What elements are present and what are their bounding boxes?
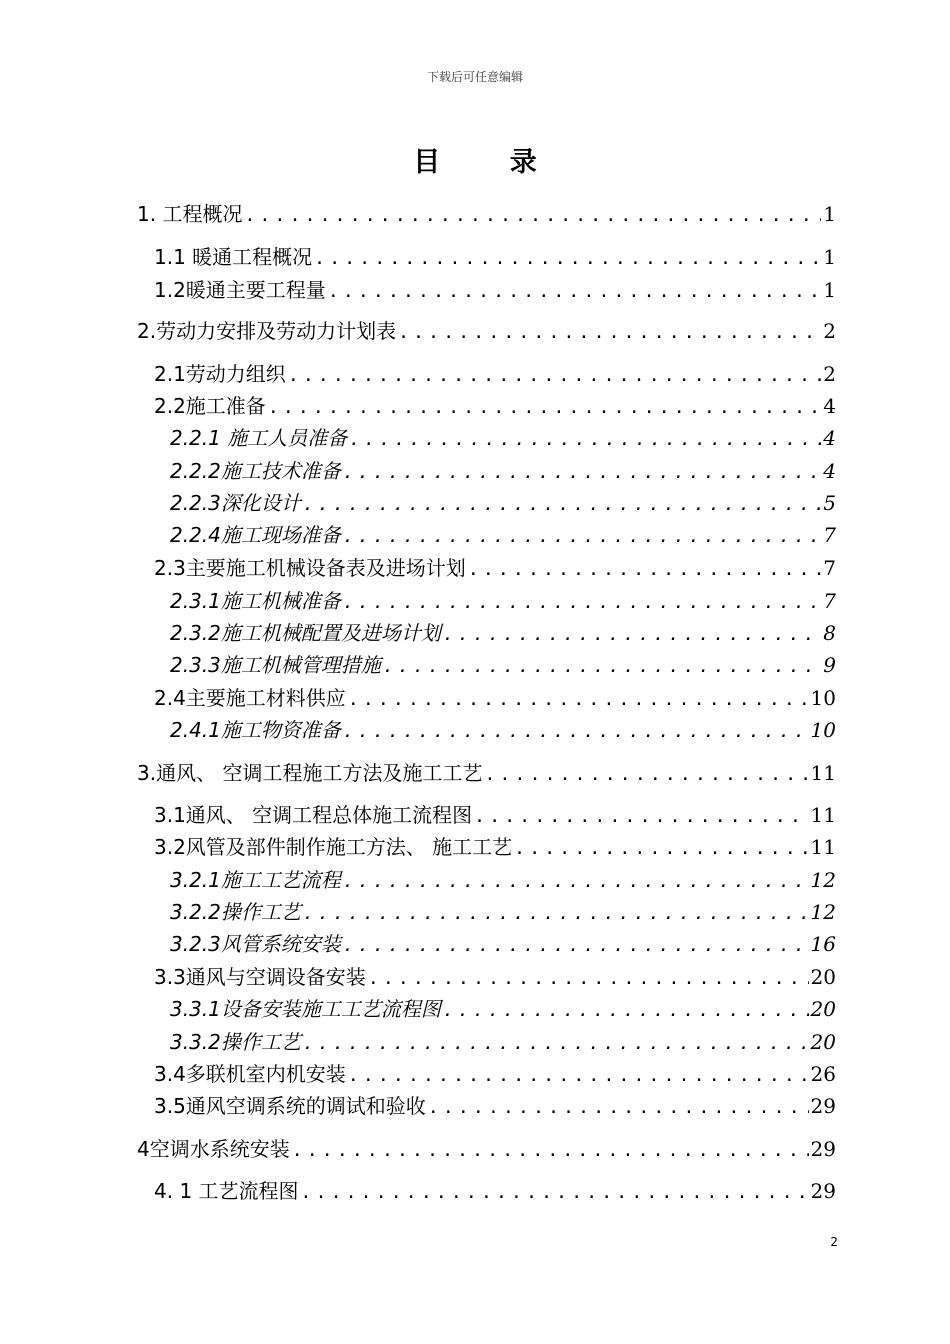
toc-entry[interactable] — [154, 1178, 836, 1204]
toc-leader — [288, 363, 821, 389]
toc-leader — [314, 246, 821, 272]
toc-entry-page: 7 — [823, 556, 836, 580]
toc-entry[interactable] — [170, 717, 836, 743]
toc-entry[interactable] — [170, 458, 836, 484]
toc-entry-label: 2.2.1 施工人员准备 — [170, 426, 348, 450]
toc-entry[interactable] — [137, 318, 836, 344]
toc-entry[interactable] — [170, 652, 836, 678]
toc-leader — [443, 622, 821, 648]
toc-entry-label: 2.2.2施工技术准备 — [170, 459, 341, 483]
toc-leader — [343, 869, 809, 895]
toc-entry-label: 4. 1 工艺流程图 — [154, 1179, 299, 1203]
toc-entry-label: 2.4主要施工材料供应 — [154, 686, 346, 710]
toc-leader — [292, 1138, 809, 1164]
toc-entry-page: 1 — [823, 278, 836, 302]
toc-leader — [474, 804, 808, 830]
toc-leader — [514, 836, 808, 862]
toc-leader — [484, 762, 808, 788]
toc-entry-page: 7 — [823, 523, 836, 547]
toc-entry-label: 3.2风管及部件制作施工方法、 施工工艺 — [154, 835, 513, 859]
toc-entry-page: 16 — [810, 932, 836, 956]
toc-entry-label: 3.2.3风管系统安装 — [170, 932, 341, 956]
toc-entry-page: 1 — [823, 245, 836, 269]
toc-entry-page: 12 — [810, 900, 836, 924]
toc-entry-page: 20 — [810, 965, 836, 989]
toc-entry[interactable] — [170, 931, 836, 957]
toc-leader — [468, 557, 821, 583]
toc-entry-page: 20 — [810, 1030, 836, 1054]
toc-leader — [303, 1031, 809, 1057]
toc-entry[interactable] — [170, 425, 836, 451]
toc-entry[interactable] — [154, 685, 836, 711]
toc-entry-label: 2.3.3施工机械管理措施 — [170, 653, 381, 677]
toc-entry-label: 3.1通风、 空调工程总体施工流程图 — [154, 803, 473, 827]
toc-entry-label: 2.2.4施工现场准备 — [170, 523, 341, 547]
toc-leader — [301, 1180, 809, 1206]
toc-entry[interactable] — [170, 996, 836, 1022]
toc-entry-label: 2.2施工准备 — [154, 394, 266, 418]
toc-leader — [244, 203, 821, 229]
toc-entry-page: 29 — [810, 1094, 836, 1118]
toc-entry-label: 3.5通风空调系统的调试和验收 — [154, 1094, 426, 1118]
toc-entry[interactable] — [170, 522, 836, 548]
toc-leader — [383, 654, 821, 680]
toc-entry[interactable] — [154, 802, 836, 828]
toc-leader — [303, 492, 821, 518]
toc-entry-page: 1 — [823, 202, 836, 226]
toc-entry-page: 4 — [823, 459, 836, 483]
toc-entry[interactable] — [170, 620, 836, 646]
toc-leader — [268, 395, 821, 421]
toc-leader — [343, 460, 821, 486]
toc-entry[interactable] — [154, 244, 836, 270]
page-title: 目 录 — [413, 147, 567, 178]
toc-entry-page: 5 — [823, 491, 836, 515]
toc-entry-label: 3.2.2操作工艺 — [170, 900, 301, 924]
toc-entry-page: 4 — [823, 394, 836, 418]
toc-leader — [398, 320, 821, 346]
toc-entry[interactable] — [137, 1136, 836, 1162]
toc-entry-page: 29 — [810, 1179, 836, 1203]
toc-entry-label: 3.4多联机室内机安装 — [154, 1062, 346, 1086]
toc-entry[interactable] — [154, 393, 836, 419]
toc-leader — [368, 966, 809, 992]
toc-entry-page: 10 — [810, 686, 836, 710]
toc-entry-label: 3.2.1施工工艺流程 — [170, 868, 341, 892]
toc-leader — [428, 1095, 809, 1121]
toc-entry[interactable] — [154, 834, 836, 860]
toc-entry-page: 8 — [823, 621, 836, 645]
toc-entry-page: 2 — [823, 362, 836, 386]
toc-leader — [348, 1063, 809, 1089]
toc-leader — [303, 901, 809, 927]
toc-entry-label: 2.4.1施工物资准备 — [170, 718, 341, 742]
toc-entry[interactable] — [154, 1093, 836, 1119]
toc-leader — [348, 687, 809, 713]
toc-entry[interactable] — [154, 555, 836, 581]
toc-entry-page: 29 — [810, 1137, 836, 1161]
toc-leader — [349, 427, 821, 453]
toc-entry[interactable] — [170, 867, 836, 893]
toc-entry-label: 2.1劳动力组织 — [154, 362, 286, 386]
toc-entry-label: 2.2.3深化设计 — [170, 491, 301, 515]
toc-entry-page: 4 — [823, 426, 836, 450]
toc-entry-page: 11 — [810, 761, 836, 785]
toc-entry[interactable] — [137, 201, 836, 227]
toc-leader — [343, 524, 821, 550]
toc-entry[interactable] — [154, 964, 836, 990]
toc-entry[interactable] — [170, 588, 836, 614]
toc-entry[interactable] — [154, 1061, 836, 1087]
toc-entry-page: 7 — [823, 589, 836, 613]
toc-entry-page: 12 — [810, 868, 836, 892]
toc-entry-label: 3.3通风与空调设备安装 — [154, 965, 366, 989]
toc-entry-label: 2.3.2施工机械配置及进场计划 — [170, 621, 441, 645]
toc-entry-label: 1.1 暖通工程概况 — [154, 245, 313, 269]
toc-entry-label: 2.3主要施工机械设备表及进场计划 — [154, 556, 466, 580]
toc-leader — [343, 719, 809, 745]
toc-entry-label: 3.3.1设备安装施工工艺流程图 — [170, 997, 441, 1021]
toc-entry-label: 2.3.1施工机械准备 — [170, 589, 341, 613]
toc-entry-page: 2 — [823, 319, 836, 343]
page-header: 下载后可任意编辑 — [426, 70, 523, 84]
toc-entry-page: 11 — [810, 835, 836, 859]
toc-entry-label: 1. 工程概况 — [137, 202, 243, 226]
page-number: 2 — [830, 1235, 838, 1249]
toc-entry[interactable] — [170, 899, 836, 925]
toc-entry-page: 9 — [823, 653, 836, 677]
toc-leader — [343, 590, 821, 616]
toc-entry-page: 10 — [810, 718, 836, 742]
toc-entry[interactable] — [154, 277, 836, 303]
toc-leader — [328, 279, 821, 305]
toc-entry-page: 26 — [810, 1062, 836, 1086]
toc-entry-label: 3.通风、 空调工程施工方法及施工工艺 — [137, 761, 483, 785]
toc-entry-label: 2.劳动力安排及劳动力计划表 — [137, 319, 397, 343]
toc-entry-label: 3.3.2操作工艺 — [170, 1030, 301, 1054]
toc-entry-page: 20 — [810, 997, 836, 1021]
toc-entry[interactable] — [137, 760, 836, 786]
toc-entry-page: 11 — [810, 803, 836, 827]
toc-entry-label: 1.2暖通主要工程量 — [154, 278, 326, 302]
toc-entry-label: 4空调水系统安装 — [137, 1137, 290, 1161]
toc-entry[interactable] — [170, 490, 836, 516]
toc-leader — [343, 933, 809, 959]
toc-entry[interactable] — [154, 361, 836, 387]
toc-leader — [443, 998, 809, 1024]
toc-entry[interactable] — [170, 1029, 836, 1055]
